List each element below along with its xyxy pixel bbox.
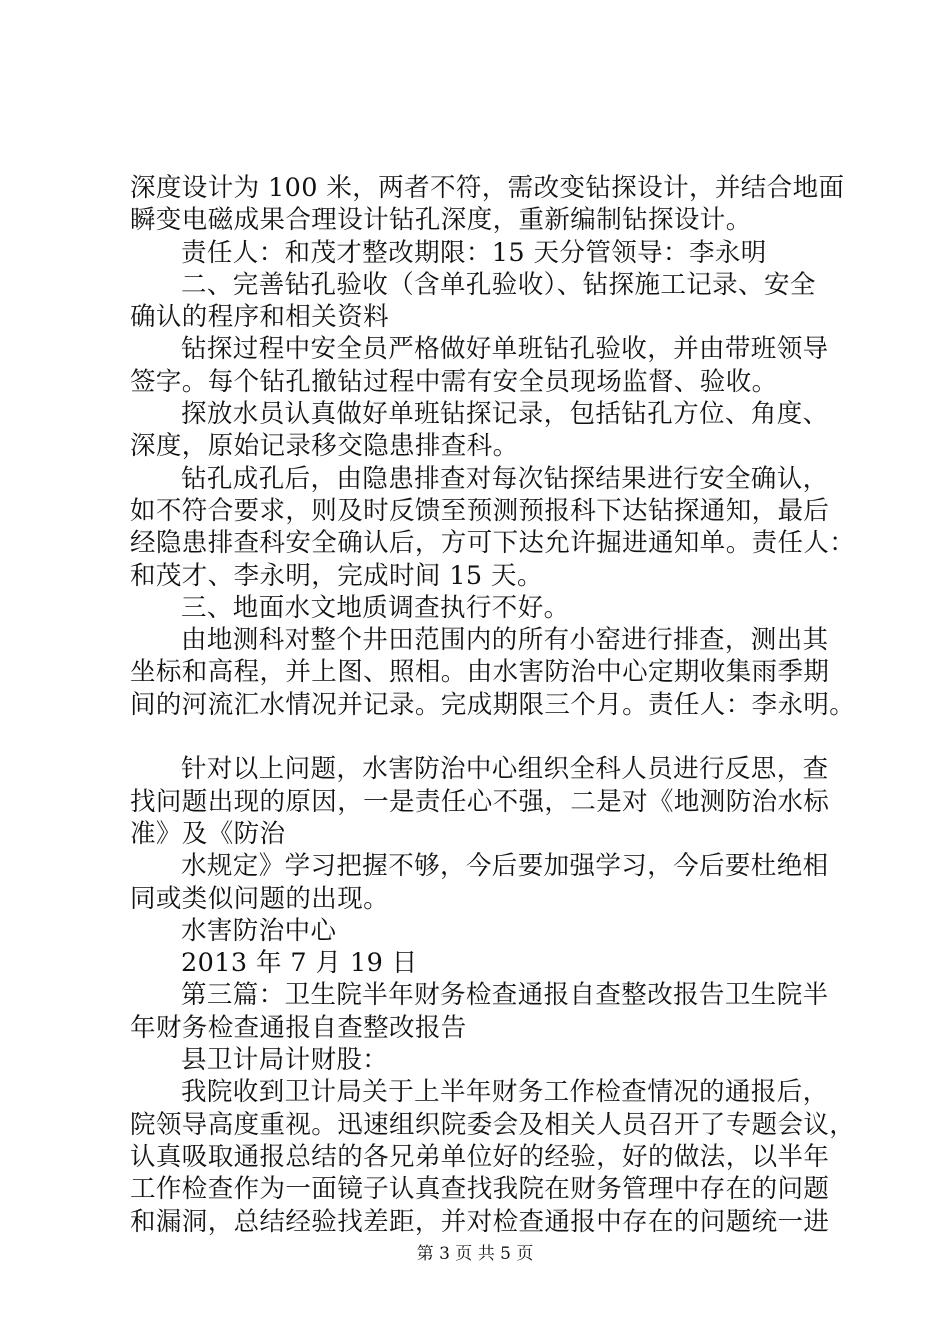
text-line: 院领导高度重视。迅速组织院委会及相关人员召开了专题会议， [130,1109,856,1140]
text-line: 如不符合要求，则及时反馈至预测预报科下达钻探通知，最后 [130,495,830,526]
text-line: 和茂才、李永明，完成时间 15 天。 [130,560,543,591]
text-line: 确认的程序和相关资料 [130,302,390,333]
text-line: 二、完善钻孔验收（含单孔验收）、钻探施工记录、安全 [181,269,816,300]
text-line: 同或类似问题的出现。 [130,883,390,914]
text-line: 2013 年 7 月 19 日 [181,948,418,979]
text-line: 准》及《防治 [130,818,286,849]
text-line: 坐标和高程，并上图、照相。由水害防治中心定期收集雨季期 [130,657,830,688]
text-line: 签字。每个钻孔撤钻过程中需有安全员现场监督、验收。 [130,366,778,397]
text-line: 水害防治中心 [181,915,337,946]
text-line: 责任人：和茂才整改期限：15 天分管领导：李永明 [181,237,767,268]
text-line: 第三篇：卫生院半年财务检查通报自查整改报告卫生院半 [181,980,829,1011]
text-line: 年财务检查通报自查整改报告 [130,1012,467,1043]
text-line: 间的河流汇水情况并记录。完成期限三个月。责任人：李永明。 [130,689,856,720]
document-body [130,172,856,1238]
text-line: 找问题出现的原因，一是责任心不强，二是对《地测防治水标 [130,786,830,817]
text-line: 和漏洞，总结经验找差距，并对检查通报中存在的问题统一进 [130,1206,830,1237]
text-line: 瞬变电磁成果合理设计钻孔深度，重新编制钻探设计。 [130,205,752,236]
text-line: 水规定》学习把握不够，今后要加强学习，今后要杜绝相 [181,851,829,882]
text-line: 针对以上问题，水害防治中心组织全科人员进行反思，查 [181,754,829,785]
page-footer: 第 3 页 共 5 页 [416,1244,534,1264]
text-line: 经隐患排查科安全确认后，方可下达允许掘进通知单。责任人： [130,528,856,559]
text-line: 我院收到卫计局关于上半年财务工作检查情况的通报后， [181,1077,829,1108]
text-line: 探放水员认真做好单班钻探记录，包括钻孔方位、角度、 [181,399,829,430]
text-line: 钻孔成孔后，由隐患排查对每次钻探结果进行安全确认， [181,463,829,494]
text-line: 深度，原始记录移交隐患排查科。 [130,431,519,462]
text-line: 三、地面水文地质调查执行不好。 [181,592,570,623]
blank-line [130,721,848,753]
text-line: 认真吸取通报总结的各兄弟单位好的经验，好的做法，以半年 [130,1141,830,1172]
text-line: 钻探过程中安全员严格做好单班钻孔验收，并由带班领导 [181,334,829,365]
text-line: 工作检查作为一面镜子认真查找我院在财务管理中存在的问题 [130,1174,830,1205]
text-line: 深度设计为 100 米，两者不符，需改变钻探设计，并结合地面 [130,173,845,203]
text-line: 县卫计局计财股： [181,1045,389,1076]
text-line: 由地测科对整个井田范围内的所有小窑进行排查，测出其 [181,625,829,656]
